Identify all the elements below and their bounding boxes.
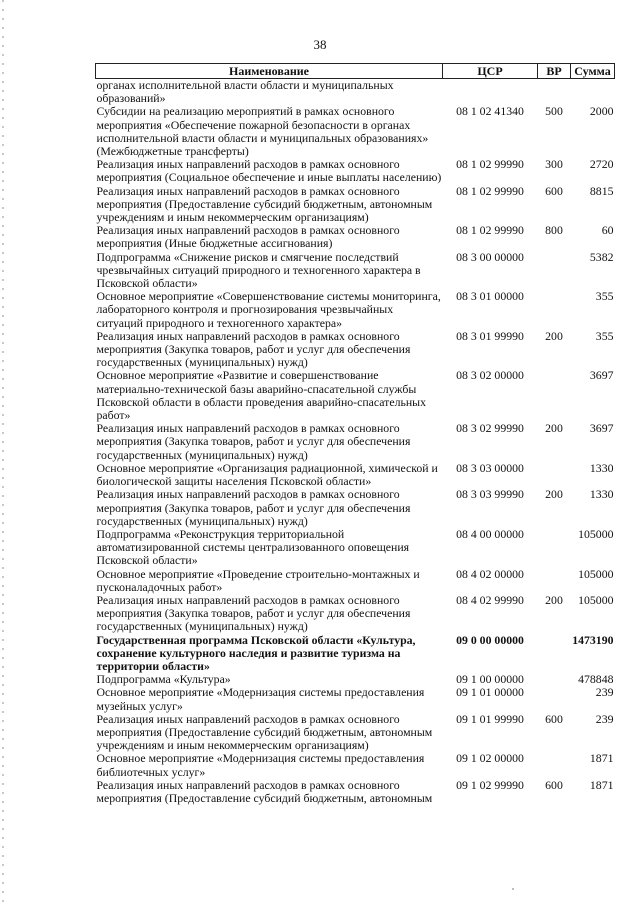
row-vr-cell: 200 [545, 421, 563, 436]
row-vr-cell [538, 528, 571, 568]
row-csr-cell: 09 1 01 00000 [456, 685, 524, 700]
row-csr-cell: 08 1 02 99990 [456, 223, 524, 238]
row-sum-cell: 355 [595, 289, 614, 304]
row-vr-cell: 200 [545, 328, 563, 343]
row-vr-cell [538, 673, 571, 686]
header-name: Наименование [96, 64, 443, 79]
table-row [96, 330, 615, 370]
row-csr-cell: 08 3 03 99990 [456, 487, 524, 502]
row-vr-cell: 600 [545, 183, 563, 198]
row-name-cell: Подпрограмма «Культура» [96, 672, 231, 687]
row-sum-cell: 105000 [578, 592, 614, 607]
row-csr-cell: 09 1 02 00000 [456, 751, 524, 766]
row-vr-cell [538, 752, 571, 778]
table-row [96, 488, 615, 528]
row-name-cell: Подпрограмма «Снижение рисков и смягчение последствий чрезвычайных ситуаций природного и техногенного характера в Псковской области» [96, 249, 421, 291]
row-name-cell: Реализация иных направлений расходов в рамках основного мероприятия (Закупка товаров, работ и услуг для обеспечения государственных (муниципальных) нужд) [96, 421, 411, 462]
row-name-cell: Подпрограмма «Реконструкция территориальной автоматизированной системы централизованного оповещения Псковской области» [96, 526, 410, 568]
table-row [96, 185, 615, 225]
row-name-cell: Основное мероприятие «Проведение строительно-монтажных и пусконаладочных работ» [96, 566, 420, 594]
row-csr-cell: 08 4 00 00000 [456, 526, 524, 541]
row-sum-cell: 105000 [578, 566, 614, 581]
row-name-cell: Государственная программа Псковской области «Культура, сохранение культурного наследия и развитие туризма на территории области» [96, 632, 416, 673]
table-row [96, 105, 615, 158]
table-row [96, 224, 615, 250]
table-row [96, 752, 615, 778]
row-sum-cell: 8815 [589, 183, 614, 198]
row-vr-cell: 200 [545, 592, 563, 607]
table-row [96, 713, 615, 753]
row-name-cell: Реализация иных направлений расходов в рамках основного мероприятия (Закупка товаров, работ и услуг для обеспечения государственных (муниципальных) нужд) [96, 328, 411, 370]
table-row [96, 251, 615, 291]
row-csr-cell: 08 3 02 00000 [456, 368, 524, 383]
row-vr-cell [538, 634, 571, 674]
row-name-cell: Основное мероприятие «Развитие и совершенствование материально-технической базы аварийно-спасательной службы Псковской области в области проведения аварийно-спасательных работ» [96, 368, 426, 423]
table-row [96, 290, 615, 330]
row-name-cell: Субсидии на реализацию мероприятий в рамках основного мероприятия «Обеспечение пожарной безопасности в органах исполнительной власти области и муниципальных образованиях» (Межбюджетные трансферты) [96, 104, 429, 159]
row-csr-cell: 08 3 01 99990 [456, 328, 524, 343]
row-name-cell: Основное мероприятие «Модернизация системы предоставления музейных услуг» [96, 685, 425, 713]
row-vr-cell [538, 79, 571, 106]
table-row [96, 594, 615, 634]
row-sum-cell: 2720 [589, 157, 614, 172]
table-row [96, 528, 615, 568]
row-sum-cell: 3697 [589, 421, 614, 436]
table-header-row [96, 64, 615, 79]
row-name-cell: Реализация иных направлений расходов в рамках основного мероприятия (Иные бюджетные ассигнования) [96, 223, 400, 251]
table-row [96, 686, 615, 712]
row-name-cell: Реализация иных направлений расходов в рамках основного мероприятия (Предоставление субсидий бюджетным, автономным учреждениям и иным некоммерческим организациям) [96, 183, 433, 225]
table-row [96, 422, 615, 462]
row-sum-cell: 239 [595, 711, 614, 726]
row-sum-cell: 3697 [589, 368, 614, 383]
row-vr-cell: 600 [545, 777, 563, 792]
row-csr-cell: 08 3 03 00000 [456, 460, 524, 475]
row-vr-cell [538, 251, 571, 291]
row-vr-cell: 300 [545, 157, 563, 172]
row-sum-cell: 105000 [578, 526, 614, 541]
row-sum-cell: 1473190 [572, 632, 614, 647]
row-csr-cell: 08 4 02 99990 [456, 592, 524, 607]
row-name-cell: Реализация иных направлений расходов в рамках основного мероприятия (Социальное обеспечение и иные выплаты населению) [96, 157, 442, 185]
header-csr: ЦСР [443, 64, 538, 79]
row-vr-cell [538, 290, 571, 330]
row-csr-cell: 08 4 02 00000 [456, 566, 524, 581]
row-sum-cell: 5382 [589, 249, 614, 264]
budget-table [95, 63, 615, 805]
row-name-cell: органах исполнительной власти области и муниципальных образований» [96, 78, 394, 106]
row-sum-cell: 60 [601, 223, 614, 238]
row-sum-cell: 2000 [589, 104, 614, 119]
table-row [96, 568, 615, 594]
row-csr-cell: 09 1 00 00000 [456, 672, 524, 687]
row-csr-cell: 09 1 01 99990 [456, 711, 524, 726]
table-row [96, 158, 615, 184]
table-row [96, 634, 615, 674]
header-sum: Сумма [571, 64, 615, 79]
row-name-cell: Реализация иных направлений расходов в рамках основного мероприятия (Предоставление субсидий бюджетным, автономным учреждениям и иным некоммерческим организациям) [96, 711, 433, 753]
row-vr-cell [538, 686, 571, 712]
row-vr-cell [538, 462, 571, 488]
row-name-cell: Основное мероприятие «Модернизация системы предоставления библиотечных услуг» [96, 751, 425, 779]
row-name-cell: Реализация иных направлений расходов в рамках основного мероприятия (Предоставление субсидий бюджетным, автономным [96, 777, 433, 805]
row-sum-cell: 1330 [589, 487, 614, 502]
row-csr-cell: 08 1 02 41340 [456, 104, 524, 119]
row-vr-cell: 500 [545, 104, 563, 119]
row-vr-cell [538, 369, 571, 422]
row-csr-cell: 08 1 02 99990 [456, 183, 524, 198]
header-vr: ВР [538, 64, 571, 79]
row-csr-cell: 09 1 02 99990 [456, 777, 524, 792]
table-row [96, 779, 615, 805]
scan-speck [512, 888, 514, 890]
table-row [96, 462, 615, 488]
row-sum-cell: 1871 [589, 751, 614, 766]
row-vr-cell [538, 568, 571, 594]
table-row [96, 79, 615, 106]
row-csr-cell: 08 3 02 99990 [456, 421, 524, 436]
row-name-cell: Основное мероприятие «Организация радиационной, химической и биологической защиты населения Псковской области» [96, 460, 438, 489]
table-row [96, 369, 615, 422]
scan-edge-marks [2, 0, 4, 905]
row-csr-cell: 08 1 02 99990 [456, 157, 524, 172]
row-sum-cell: 355 [595, 328, 614, 343]
row-csr-cell: 08 3 01 00000 [456, 289, 524, 304]
row-csr-cell: 09 0 00 00000 [456, 632, 524, 647]
table-body [96, 79, 615, 806]
row-name-cell: Основное мероприятие «Совершенствование системы мониторинга, лабораторного контроля и прогнозирования чрезвычайных ситуаций природного и техногенного характера» [96, 289, 441, 330]
row-vr-cell: 800 [545, 223, 563, 238]
row-name-cell: Реализация иных направлений расходов в рамках основного мероприятия (Закупка товаров, работ и услуг для обеспечения государственных (муниципальных) нужд) [96, 592, 411, 634]
row-sum-cell [571, 79, 615, 106]
row-sum-cell: 1330 [589, 460, 614, 475]
row-vr-cell: 600 [545, 711, 563, 726]
row-csr-cell [443, 79, 538, 106]
row-csr-cell: 08 3 00 00000 [456, 249, 524, 264]
page-number: 38 [313, 37, 327, 52]
row-vr-cell: 200 [545, 487, 563, 502]
row-sum-cell: 1871 [589, 777, 614, 792]
row-sum-cell: 239 [595, 685, 614, 700]
row-name-cell: Реализация иных направлений расходов в рамках основного мероприятия (Закупка товаров, работ и услуг для обеспечения государственных (муниципальных) нужд) [96, 487, 411, 528]
row-sum-cell: 478848 [578, 672, 614, 687]
